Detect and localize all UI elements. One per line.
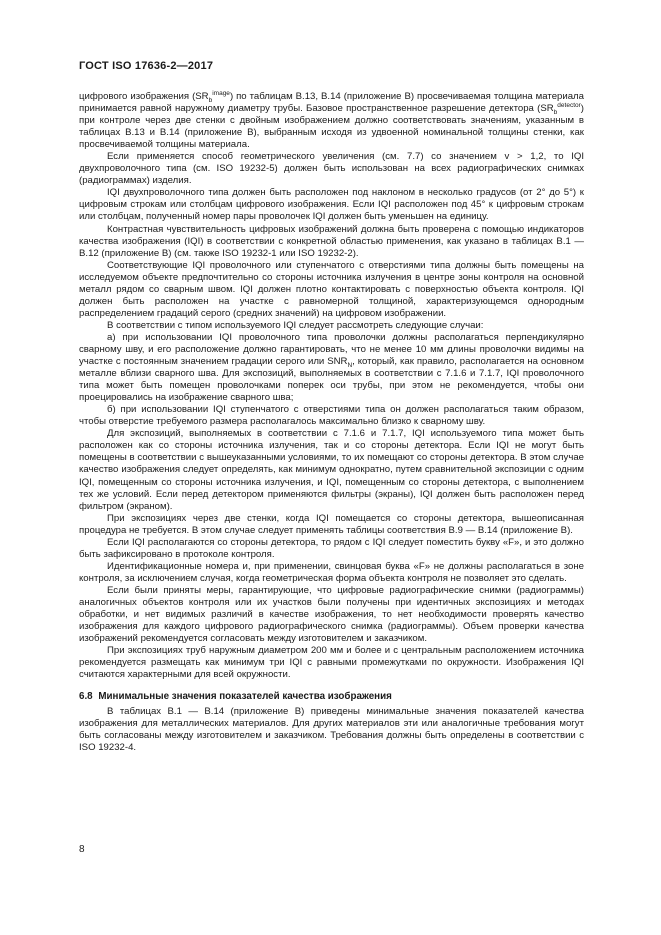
paragraph-letter-f: Если IQI располагаются со стороны детектора, то рядом с IQI следует поместить букву «F», и это должно быть зафиксировано в протоколе контроля. bbox=[79, 536, 584, 560]
paragraph-double-wall: При экспозициях через две стенки, когда IQI помещается со стороны детектора, вышеописанная процедура не требуется. В этом случае следует применять таблицы соответствия B.9 — B.14 (приложение B). bbox=[79, 512, 584, 536]
section-title: Минимальные значения показателей качества изображения bbox=[98, 691, 392, 703]
paragraph-contrast-sensitivity: Контрастная чувствительность цифровых изображений должна быть проверена с помощью индикаторов качества изображения (IQI) в соответствии с конкретной областью применения, как указано в таблицах B.1 — B.12 (приложение B) (см. также ISO 19232-1 или ISO 19232-2). bbox=[79, 223, 584, 259]
paragraph-quality-check: Если были приняты меры, гарантирующие, что цифровые радиографические снимки (радиограммы) аналогичных объектов контроля или их участков были получены при идентичных экспозициях и методах обработки, и нет видимых различий в качестве изображения, то нет необходимости проверять качество изображения для каждого цифрового радиографического снимка (радиограммы). Объем проверки качества изображений рекомендуется согласовать между изготовителем и заказчиком. bbox=[79, 584, 584, 645]
paragraph-exposure-placement: Для экспозиций, выполняемых в соответствии с 7.1.6 и 7.1.7, IQI используемого типа может быть расположен как со стороны источника излучения, так и со стороны детектора. Если IQI не могут быть помещены в соответствии с вышеуказанными условиями, то их помещают со стороны детектора. В этом случае качество изображения следует определять, как минимум однократно, путем сравнительной экспозиции с одним IQI, помещенным со стороны источника излучения, и IQI, помещенным со стороны детектора, с выполнением тех же условий. Если перед детектором применяются фильтры (экраны), IQI должен быть расположен перед фильтром (экраном). bbox=[79, 428, 584, 512]
paragraph-iqi-placement: Соответствующие IQI проволочного или ступенчатого с отверстиями типа должны быть помещены на исследуемом объекте предпочтительно со стороны источника излучения в центре зоны контроля на основной металл рядом со сварным швом. IQI должен плотно контактировать с поверхностью объекта контроля. IQI должен быть расположен на участке с равномерной толщиной, характеризующемся однородным распределением градаций серого (средних значений) на цифровом изображении. bbox=[79, 259, 584, 319]
paragraph-geometric-magnification: Если применяется способ геометрического увеличения (см. 7.7) со значением v > 1,2, то IQI двухпроволочного типа (см. ISO 19232-5) должен быть использован на всех радиографических снимках (радиограммах) изделия. bbox=[79, 151, 584, 187]
page-number: 8 bbox=[79, 844, 85, 855]
paragraph-duplex-iqi-angle: IQI двухпроволочного типа должен быть расположен под наклоном в несколько градусов (от 2° до 5°) к цифровым строкам или столбцам цифрового изображения. Если IQI расположен под 45° к цифровым строкам или столбцам, полученный номер пары проволочек IQI должен быть уменьшен на единицу. bbox=[79, 187, 584, 223]
section-number: 6.8 bbox=[79, 691, 93, 703]
paragraph-sr-resolution: цифрового изображения $(SR_b^{image})$ по таблицам B.13, B.14 (приложение B) просвечиваемая толщина материала принимается равной наружному диаметру трубы. Базовое пространственное разрешение детектора $(SR_b^{detector})$ при контроле через две стенки с двойным изображением должно соответствовать значениям, указанным в таблицах B.13 и B.14 (приложение B), выбранным исходя из удвоенной номинальной толщины стенки, как просвечиваемой толщины материала. bbox=[79, 89, 584, 151]
paragraph-section-text: В таблицах B.1 — B.14 (приложение B) приведены минимальные значения показателей качества изображения для металлических материалов. Для других материалов эти или аналогичные требования могут быть согласованы между изготовителем и заказчиком. Требования должны быть определены в соответствии с ISO 19232-4. bbox=[79, 706, 584, 754]
paragraph-case-a: а) при использовании IQI проволочного типа проволочки должны располагаться перпендикулярно сварному шву, и его расположение должно гарантировать, что не менее 10 мм длины проволочки видимы на участке с постоянным значением градации серого или $SNR_N$, который, как правило, располагается на основном металле вблизи сварного шва. Для экспозиций, выполняемых в соответствии с 7.1.6 и 7.1.7, IQI проволочного типа может быть помещен проволочками поперек оси трубы, при этом не рекомендуется, чтобы они проецировались на изображение сварного шва; bbox=[79, 331, 584, 404]
paragraph-identification: Идентификационные номера и, при применении, свинцовая буква «F» не должны располагаться в зоне контроля, за исключением случая, когда геометрическая форма объекта контроля не позволяет это сделать. bbox=[79, 560, 584, 584]
document-header: ГОСТ ISO 17636-2—2017 bbox=[79, 60, 214, 72]
paragraph-pipe-exposure: При экспозициях труб наружным диаметром 200 мм и более и с центральным расположением источника рекомендуется размещать как минимум три IQI с равными промежутками по окружности. Изображения IQI считаются характерными для всей окружности. bbox=[79, 645, 584, 681]
document-body bbox=[79, 91, 584, 755]
section-heading bbox=[79, 691, 584, 703]
paragraph-case-b: б) при использовании IQI ступенчатого с отверстиями типа он должен располагаться таким образом, чтобы отверстие требуемого размера располагалось максимально близко к сварному шву. bbox=[79, 404, 584, 428]
paragraph-iqi-cases: В соответствии с типом используемого IQI следует рассмотреть следующие случаи: bbox=[107, 319, 484, 331]
